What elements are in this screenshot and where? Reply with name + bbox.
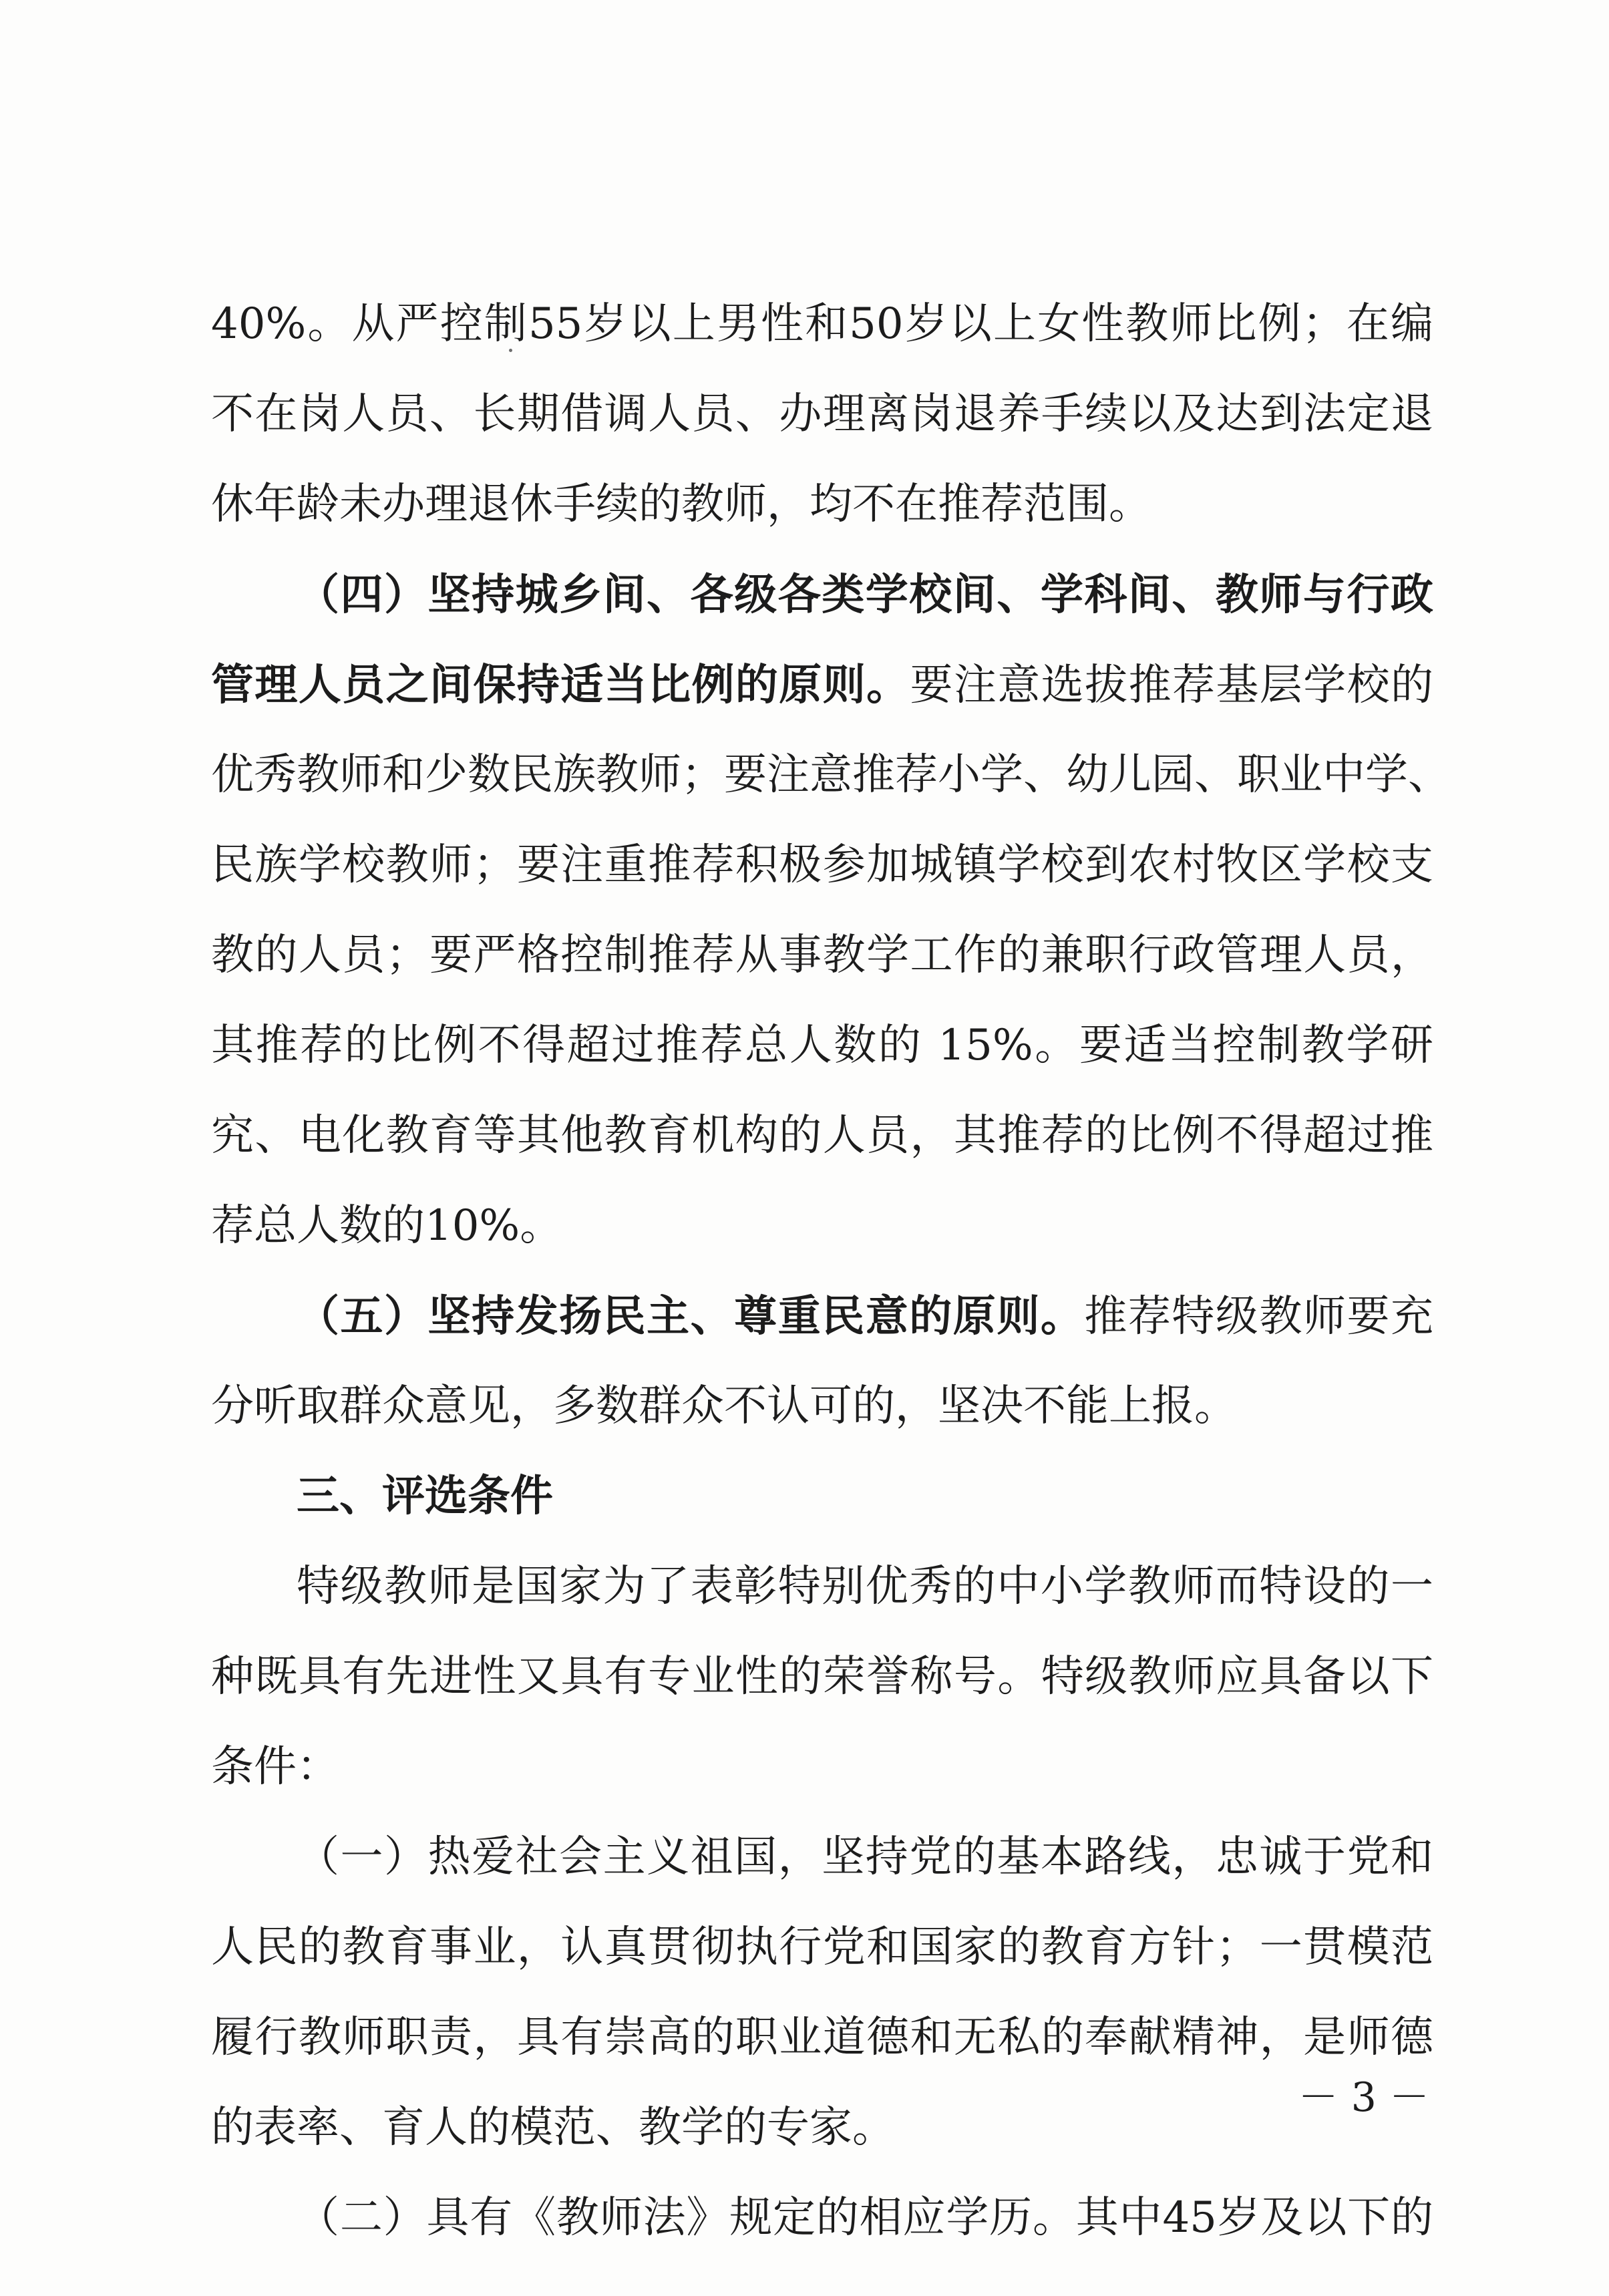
text-line: 不在岗人员、长期借调人员、办理离岗退养手续以及达到法定退 [211, 389, 1433, 439]
text-line: 究、电化教育等其他教育机构的人员，其推荐的比例不得超过推 [211, 1111, 1433, 1160]
text-line: 荐总人数的10%。 [211, 1201, 563, 1251]
document-body [211, 279, 1451, 2263]
text-line: 的表率、育人的模范、教学的专家。 [211, 2103, 895, 2152]
text-line: （二）具有《教师法》规定的相应学历。其中45岁及以下的 [297, 2193, 1433, 2243]
section-four-bold-lead: 管理人员之间保持适当比例的原则。 [211, 660, 910, 710]
text-line: 特级教师是国家为了表彰特别优秀的中小学教师而特设的一 [297, 1562, 1433, 1611]
text-line: 其推荐的比例不得超过推荐总人数的 15%。要适当控制教学研 [211, 1021, 1433, 1070]
text-line: （一）热爱社会主义祖国，坚持党的基本路线，忠诚于党和 [297, 1832, 1433, 1882]
text-line: 优秀教师和少数民族教师；要注意推荐小学、幼儿园、职业中学、 [211, 750, 1451, 800]
section-four-heading-line: （四）坚持城乡间、各级各类学校间、学科间、教师与行政 [297, 570, 1433, 620]
section-three-title: 三、评选条件 [297, 1472, 553, 1521]
section-five-heading: （五）坚持发扬民主、尊重民意的原则。 [297, 1291, 1085, 1341]
text-line: 履行教师职责，具有崇高的职业道德和无私的奉献精神，是师德 [211, 2013, 1433, 2062]
text-line: 条件： [211, 1742, 339, 1792]
text-line: 种既具有先进性又具有专业性的荣誉称号。特级教师应具备以下 [211, 1652, 1433, 1701]
section-four-rest: 要注意选拔推荐基层学校的 [910, 661, 1434, 710]
text-line: 休年龄未办理退休手续的教师，均不在推荐范围。 [211, 480, 1151, 529]
section-five-rest: 推荐特级教师要充 [1084, 1292, 1433, 1341]
text-line [211, 1271, 1433, 1361]
page-number: － 3 － [1298, 2074, 1429, 2121]
text-line: 40%。从严控制55岁以上男性和50岁以上女性教师比例；在编 [211, 299, 1433, 349]
text-line: 分听取群众意见，多数群众不认可的，坚决不能上报。 [211, 1381, 1237, 1431]
text-line: 教的人员；要严格控制推荐从事教学工作的兼职行政管理人员， [211, 931, 1433, 980]
text-line [211, 640, 1433, 730]
text-line: 人民的教育事业，认真贯彻执行党和国家的教育方针；一贯模范 [211, 1923, 1433, 1972]
text-line: 民族学校教师；要注重推荐积极参加城镇学校到农村牧区学校支 [211, 840, 1433, 890]
